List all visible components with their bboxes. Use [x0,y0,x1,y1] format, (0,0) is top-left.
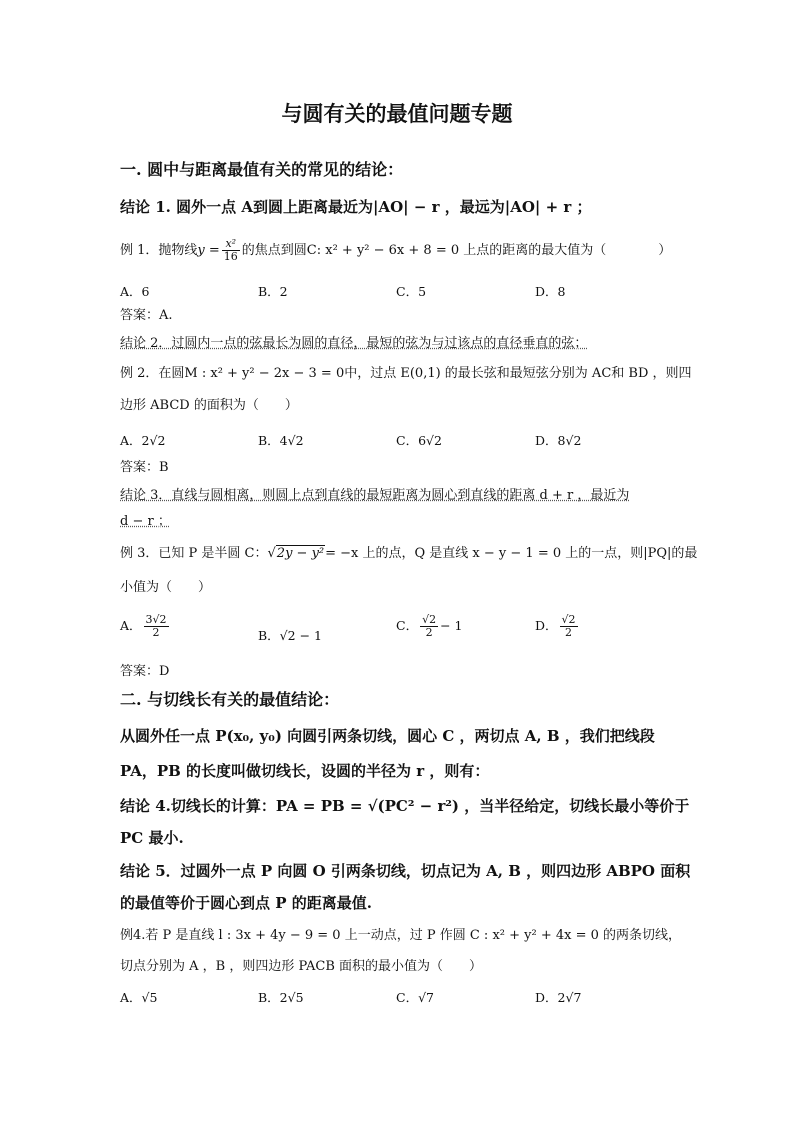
example-2-answer: 答案：B [120,460,169,475]
section-2-paragraph-line-1: 从圆外任一点 P(x₀, y₀) 向圆引两条切线，圆心 C ，两切点 A, B ，我们把线段 [120,727,655,745]
example-1-option-a: A．6 [120,284,150,299]
example-3-option-a [120,614,171,639]
example-3-line-1 [120,544,697,564]
example-4-line-1: 例4.若 P 是直线 l : 3x + 4y − 9 = 0 上一动点，过 P 作圆 C : x² + y² + 4x = 0 的两条切线， [120,928,682,943]
conclusion-5-line-1: 结论 5．过圆外一点 P 向圆 O 引两条切线，切点记为 A, B ，则四边形 ABPO 面积 [120,862,691,880]
fraction-denominator: 16 [223,250,238,263]
conclusion-3-line-1: 结论 3．直线与圆相离，则圆上点到直线的最短距离为圆心到直线的距离 d + r ，最近为 [120,488,630,503]
example-4-option-b: B．2√5 [258,990,304,1005]
example-2-line-2: 边形 ABCD 的面积为（ ） [120,398,298,413]
example-2-option-d: D．8√2 [535,433,582,448]
example-1-option-c: C．5 [396,284,427,299]
fraction-numerator: √2 [422,613,437,626]
option-c-tail: − 1 [440,618,463,633]
conclusion-4-line-1: 结论 4.切线长的计算：PA = PB = √(PC² − r²) ，当半径给定，切线长最小等价于 [120,797,690,815]
fraction-numerator: x² [222,238,240,251]
example-1-answer: 答案：A. [120,308,173,323]
fraction-denominator: 2 [565,626,573,639]
option-a-fraction [144,614,169,639]
option-label: D． [535,618,558,633]
option-c-fraction [420,614,438,639]
option-d-fraction [560,614,578,639]
sqrt-symbol: √ [267,546,276,561]
example-4-option-c: C．√7 [396,990,434,1005]
example-3-line-2: 小值为（ ） [120,580,212,595]
example-2-option-a: A．2√2 [120,433,166,448]
conclusion-1 [120,197,592,217]
example-2-option-b: B．4√2 [258,433,304,448]
example-2-line-1: 例 2．在圆M : x² + y² − 2x − 3 = 0中，过点 E(0,1) 的最长弦和最短弦分别为 AC和 BD ，则四 [120,366,692,381]
example-1-suffix: 的焦点到圆C: x² + y² − 6x + 8 = 0 上点的距离的最大值为（ ） [241,243,672,258]
example-3-option-c [396,614,463,639]
conclusion-1-text: 圆外一点 A到圆上距离最近为|AO| − r ，最远为|AO| + r ； [176,198,592,216]
fraction-numerator: √2 [561,613,576,626]
example-2-option-c: C．6√2 [396,433,442,448]
example-1-prefix: 例 1．抛物线 [120,243,198,258]
example-4-option-a: A．√5 [120,990,158,1005]
conclusion-1-label: 结论 1. [120,198,171,216]
example-3-prefix: 例 3．已知 P 是半圆 C： [120,546,268,561]
conclusion-4-line-2: PC 最小. [120,829,184,847]
conclusion-2: 结论 2．过圆内一点的弦最长为圆的直径，最短的弦为与过该点的直径垂直的弦； [120,336,588,351]
fraction-denominator: 2 [152,626,160,639]
option-label: C． [396,618,419,633]
section-2-paragraph-line-2: PA，PB 的长度叫做切线长，设圆的半径为 r ，则有： [120,762,490,780]
fraction-denominator: 2 [425,626,433,639]
example-3-option-b: B．√2 − 1 [258,628,322,643]
section-1-heading: 一. 圆中与距离最值有关的常见的结论： [120,160,404,179]
conclusion-3-line-2: d − r ； [120,514,171,529]
fraction-numerator: 3√2 [145,613,167,626]
option-label: A． [120,618,142,633]
example-4-line-2: 切点分别为 A ，B ，则四边形 PACB 面积的最小值为（ ） [120,959,483,974]
example-3-radicand: 2y − y² [276,546,325,561]
example-4-option-d: D．2√7 [535,990,582,1005]
example-1-option-d: D．8 [535,284,566,299]
page-title: 与圆有关的最值问题专题 [281,101,513,126]
example-1-fn-lhs: y = [197,243,220,258]
example-3-answer: 答案：D [120,664,170,679]
example-3-option-d [535,614,580,639]
example-1-fraction [222,238,240,263]
example-1-option-b: B．2 [258,284,288,299]
section-2-heading: 二. 与切线长有关的最值结论： [120,690,340,709]
example-1-question [120,238,671,263]
example-3-suffix: = −x 上的点，Q 是直线 x − y − 1 = 0 上的一点，则|PQ|的最 [325,546,698,561]
conclusion-5-line-2: 的最值等价于圆心到点 P 的距离最值. [120,894,372,912]
